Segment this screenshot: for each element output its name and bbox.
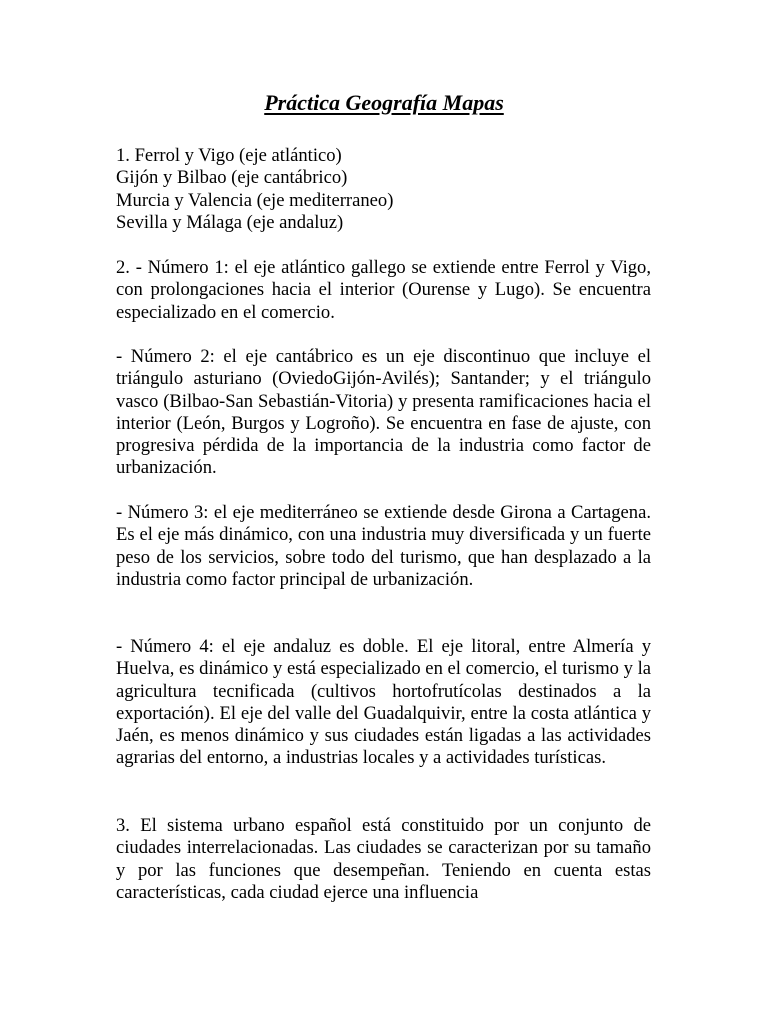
answer-1-line: Sevilla y Málaga (eje andaluz) bbox=[116, 211, 344, 233]
answer-1-line: 1. Ferrol y Vigo (eje atlántico) bbox=[116, 145, 342, 166]
answer-1-line: Murcia y Valencia (eje mediterraneo) bbox=[116, 189, 394, 211]
paragraph-numero-4: - Número 4: el eje andaluz es doble. El eje litoral, entre Almería y Huelva, es dinámico y está especializado en el comercio, el turismo y la agricultura tecnificada (cultivos hortofrutícolas destinados a la exportación). El eje del valle del Guadalquivir, entre la costa atlántica y Jaén, es menos dinámico y sus ciudades están ligadas a las actividades agrarias del entorno, a industrias locales y a actividades turísticas. bbox=[116, 636, 651, 769]
paragraph-question-3: 3. El sistema urbano español está constituido por un conjunto de ciudades interrelacionadas. Las ciudades se caracterizan por su tamaño y por las funciones que desempeñan. Teniendo en cuenta estas características, cada ciudad ejerce una influencia bbox=[116, 815, 651, 903]
answer-1-list bbox=[116, 145, 651, 234]
paragraph-numero-1: 2. - Número 1: el eje atlántico gallego se extiende entre Ferrol y Vigo, con prolongaciones hacia el interior (Ourense y Lugo). Se encuentra especializado en el comercio. bbox=[116, 257, 651, 323]
answer-1-line: Gijón y Bilbao (eje cantábrico) bbox=[116, 167, 348, 189]
paragraph-numero-3: - Número 3: el eje mediterráneo se extiende desde Girona a Cartagena. Es el eje más dinámico, con una industria muy diversificada y un fuerte peso de los servicios, sobre todo del turismo, que han desplazado a la industria como factor principal de urbanización. bbox=[116, 502, 651, 590]
document-title: Práctica Geografía Mapas bbox=[264, 90, 504, 115]
paragraph-numero-2: - Número 2: el eje cantábrico es un eje discontinuo que incluye el triángulo asturiano (OviedoGijón-Avilés); Santander; y el triángulo vasco (Bilbao-San Sebastián-Vitoria) y presenta ramificaciones hacia el interior (León, Burgos y Logroño). Se encuentra en fase de ajuste, con progresiva pérdida de la importancia de la industria como factor de urbanización. bbox=[116, 346, 651, 479]
